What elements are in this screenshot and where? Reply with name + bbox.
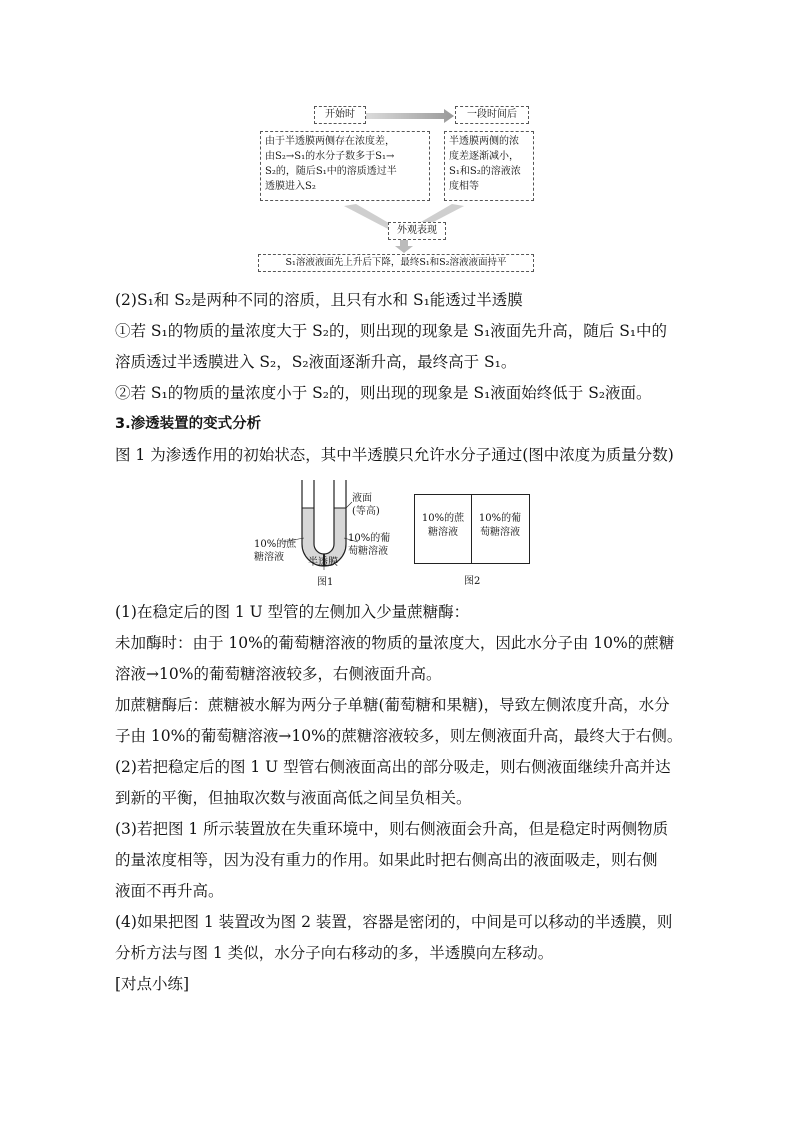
glucose-label: [348, 532, 390, 558]
figure-2-caption: 图2: [464, 576, 481, 587]
movable-membrane: [471, 495, 472, 563]
paragraph-line: 到新的平衡，但抽取次数与液面高低之间呈负相关。: [115, 789, 472, 807]
right-box-line: 度差逐渐减小，: [449, 151, 519, 162]
osmosis-flow-diagram: [256, 104, 536, 274]
paragraph-line: 溶质透过半透膜进入 S₂，S₂液面逐渐升高，最终高于 S₁。: [115, 353, 517, 371]
down-arrow: [395, 240, 413, 253]
figure-1-u-tube: [254, 478, 404, 586]
figure-2-container: [414, 494, 530, 586]
tube-inner: [314, 480, 334, 554]
left-box-line: S₂的，随后S₁中的溶质透过半: [265, 166, 397, 177]
paragraph-line: 液面不再升高。: [115, 882, 224, 900]
paragraph-line: 分析方法与图 1 类似，水分子向右移动的多，半透膜向左移动。: [115, 944, 554, 962]
paragraph-line: (3)若把图 1 所示装置放在失重环境中，则右侧液面会升高，但是稳定时两侧物质: [115, 820, 669, 838]
result-box: S₁溶液液面先上升后下降，最终S₁和S₂溶液液面持平: [258, 254, 534, 272]
liquid-label-line: 液面: [352, 493, 372, 504]
sucrose-label: [254, 538, 296, 564]
left-box-line: 透膜进入S₂: [265, 181, 316, 192]
practice-heading: [对点小练]: [115, 975, 190, 993]
left-chamber-line: 糖溶液: [428, 527, 458, 538]
liquid-label-line: (等高): [352, 506, 380, 517]
paragraph-line: 未加酶时：由于 10%的葡萄糖溶液的物质的量浓度大，因此水分子由 10%的蔗糖: [115, 634, 675, 652]
liquid-label: [352, 492, 380, 518]
right-chamber-label: [475, 512, 525, 540]
paragraph-line: (4)如果把图 1 装置改为图 2 装置，容器是密闭的，中间是可以移动的半透膜，则: [115, 913, 673, 931]
left-box-line: 由于半透膜两侧存在浓度差，: [265, 136, 395, 147]
right-explanation-box: [444, 131, 534, 201]
appearance-label: 外观表现: [388, 222, 446, 240]
section-heading: 3.渗透装置的变式分析: [115, 416, 262, 432]
left-converge-arrow: [344, 204, 394, 230]
right-chamber-line: 10%的葡: [478, 513, 522, 524]
left-chamber-line: 10%的蔗: [421, 513, 465, 524]
start-label: 开始时: [314, 106, 366, 124]
right-box-line: 半透膜两侧的浓: [449, 136, 519, 147]
paragraph-line: ②若 S₁的物质的量浓度小于 S₂的，则出现的现象是 S₁液面始终低于 S₂液面。: [115, 384, 652, 402]
paragraph-line: 子由 10%的葡萄糖溶液→10%的蔗糖溶液较多，则左侧液面升高，最终大于右侧。: [115, 727, 683, 745]
paragraph-line: 加蔗糖酶后：蔗糖被水解为两分子单糖(葡萄糖和果糖)，导致左侧浓度升高，水分: [115, 696, 670, 714]
paragraph-line: 的量浓度相等，因为没有重力的作用。如果此时把右侧高出的液面吸走，则右侧: [115, 851, 658, 869]
right-box-line: 度相等: [449, 181, 479, 192]
glucose-label-line: 萄糖溶液: [348, 546, 388, 557]
top-arrow: [364, 109, 454, 123]
paragraph-line: ①若 S₁的物质的量浓度大于 S₂的，则出现的现象是 S₁液面先升高，随后 S₁中的: [115, 322, 668, 340]
paragraph-line: (2)S₁和 S₂是两种不同的溶质，且只有水和 S₁能透过半透膜: [115, 291, 523, 309]
sealed-container: [414, 494, 530, 564]
sucrose-label-line: 糖溶液: [254, 552, 284, 563]
later-label: 一段时间后: [455, 106, 529, 124]
left-box-line: 由S₂→S₁的水分子数多于S₁→: [265, 151, 395, 162]
paragraph-line: 图 1 为渗透作用的初始状态，其中半透膜只允许水分子通过(图中浓度为质量分数): [115, 446, 674, 464]
right-chamber-line: 萄糖溶液: [480, 527, 520, 538]
paragraph-line: (1)在稳定后的图 1 U 型管的左侧加入少量蔗糖酶：: [115, 603, 470, 621]
paragraph-line: (2)若把稳定后的图 1 U 型管右侧液面高出的部分吸走，则右侧液面继续升高并达: [115, 758, 671, 776]
sucrose-label-line: 10%的蔗: [254, 539, 297, 550]
right-box-line: S₁和S₂的溶液浓: [449, 166, 521, 177]
left-chamber-label: [418, 512, 468, 540]
glucose-label-line: 10%的葡: [348, 533, 391, 544]
membrane-label: 半透膜: [308, 557, 338, 568]
left-explanation-box: [260, 131, 430, 201]
paragraph-line: 溶液→10%的葡萄糖溶液较多，右侧液面升高。: [115, 665, 442, 683]
figure-1-caption: 图1: [317, 577, 334, 588]
